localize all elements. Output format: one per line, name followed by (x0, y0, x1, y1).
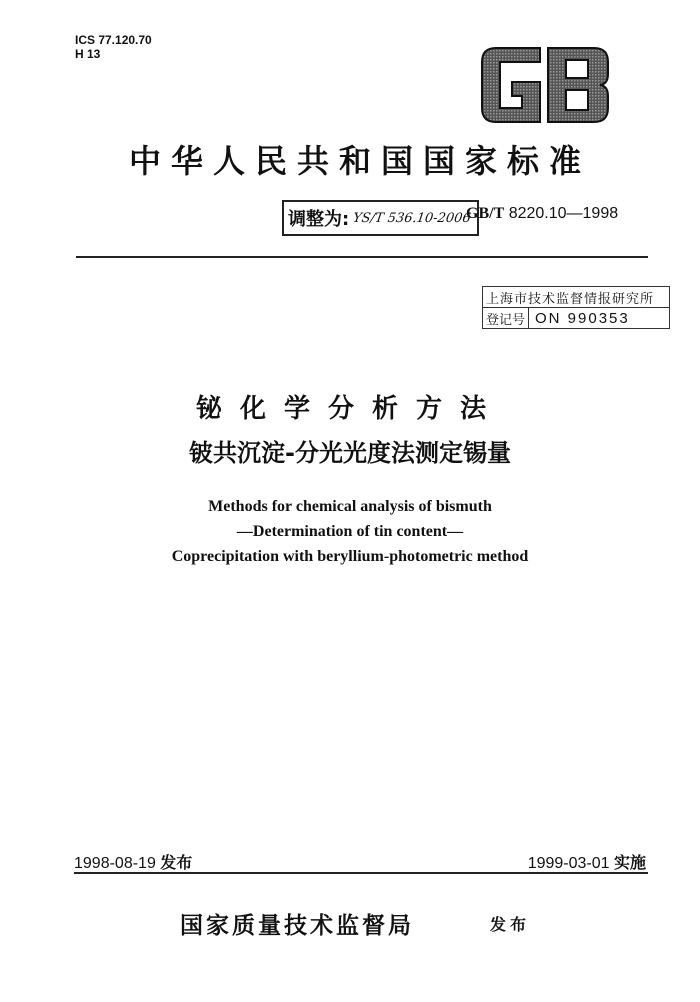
issuing-authority-suffix: 发布 (490, 915, 531, 934)
implementation-date (460, 850, 646, 873)
standard-category-title: 中华人民共和国国家标准 (128, 142, 591, 180)
ccs-code: H 13 (75, 47, 101, 61)
issue-date-value: 1998-08-19 (74, 855, 156, 872)
adjustment-label: 调整为: (288, 209, 350, 230)
english-title-line-2: —Determination of tin content— (236, 523, 464, 540)
stamp-registration-label: 登记号 (483, 308, 529, 328)
chinese-title-main: 铋化学分析方法 (195, 394, 504, 424)
issuing-authority: 国家质量技术监督局 (180, 913, 414, 939)
standard-number-prefix: GB/T (466, 205, 505, 222)
implementation-date-value: 1999-03-01 (527, 855, 610, 872)
registration-stamp (482, 286, 670, 329)
adjustment-note (282, 200, 479, 236)
gb-logo (478, 44, 613, 126)
english-title-line-1: Methods for chemical analysis of bismuth (208, 498, 492, 515)
implementation-date-suffix: 实施 (613, 853, 646, 872)
english-title-line-3: Coprecipitation with beryllium-photometric method (171, 548, 529, 565)
standard-number (466, 205, 618, 223)
adjustment-value: YS/T 536.10-2006 (352, 210, 472, 226)
header-rule (76, 256, 648, 258)
chinese-title-sub: 铍共沉淀-分光光度法测定锡量 (189, 439, 511, 467)
stamp-registration-number: ON 990353 (535, 309, 630, 327)
issue-date-suffix: 发布 (160, 853, 193, 872)
ics-code: ICS 77.120.70 (75, 33, 152, 47)
standard-number-value: 8220.10—1998 (508, 205, 619, 222)
classification-codes (75, 33, 152, 61)
issue-date (74, 850, 192, 873)
stamp-organization: 上海市技术监督情报研究所 (486, 291, 655, 307)
footer-rule (74, 872, 648, 874)
